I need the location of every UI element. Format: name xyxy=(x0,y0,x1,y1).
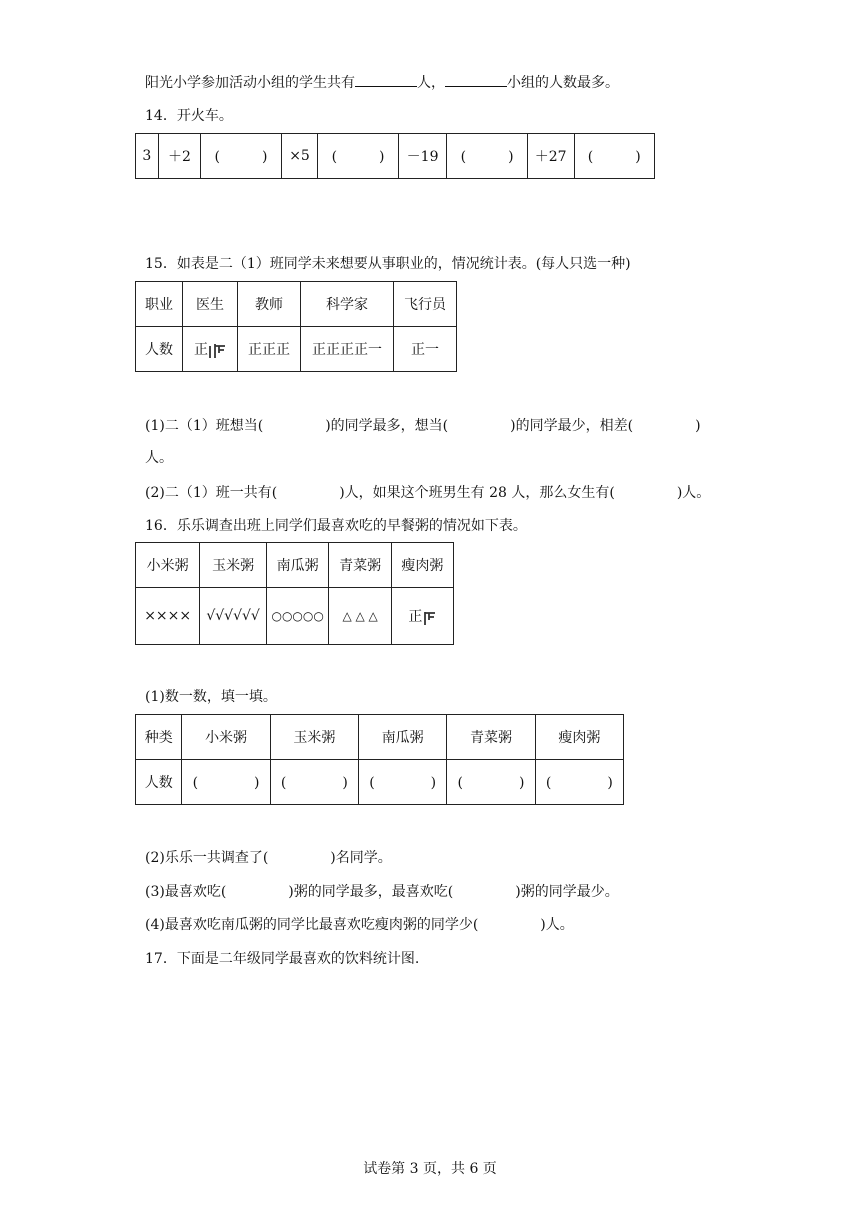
train-cell: 3 xyxy=(136,134,159,179)
train-blank[interactable]: ( ) xyxy=(201,134,281,179)
fill-blank[interactable]: ( ) xyxy=(535,760,623,805)
career-header: 飞行员 xyxy=(394,282,457,327)
porridge-header: 小米粥 xyxy=(136,543,200,588)
porridge-tally-table xyxy=(135,542,454,645)
porridge-header: 南瓜粥 xyxy=(266,543,329,588)
q15-sub2: (2)二（1）班一共有( )人，如果这个班男生有 28 人，那么女生有( )人。 xyxy=(145,485,711,501)
page-footer: 试卷第 3 页，共 6 页 xyxy=(363,1161,497,1177)
q15-sub1-cont: 人。 xyxy=(145,450,173,466)
q13-tail-line xyxy=(145,72,619,93)
train-cell: －19 xyxy=(398,134,447,179)
career-count-pilot: 正一 xyxy=(394,327,457,372)
q13-blank-2[interactable] xyxy=(445,72,507,87)
q15-sub1: (1)二（1）班想当( )的同学最多，想当( )的同学最少，相差( ) xyxy=(145,418,701,434)
fill-header: 南瓜粥 xyxy=(359,715,447,760)
fill-row-label: 人数 xyxy=(136,760,182,805)
q16-sub4: (4)最喜欢吃南瓜粥的同学比最喜欢吃瘦肉粥的同学少( )人。 xyxy=(145,917,574,933)
career-row-label: 人数 xyxy=(136,327,183,372)
porridge-fill-table xyxy=(135,714,624,805)
q15-title: 15．如表是二（1）班同学未来想要从事职业的，情况统计表。(每人只选一种) xyxy=(145,256,631,272)
train-cell: ＋2 xyxy=(158,134,201,179)
partial-tally-mark xyxy=(422,608,436,626)
career-header: 教师 xyxy=(238,282,301,327)
fill-header: 小米粥 xyxy=(182,715,270,760)
partial-tally-mark xyxy=(208,341,226,359)
porridge-header: 瘦肉粥 xyxy=(391,543,453,588)
career-count-scientist: 正正正正一 xyxy=(301,327,394,372)
fill-blank[interactable]: ( ) xyxy=(182,760,270,805)
career-header: 科学家 xyxy=(301,282,394,327)
q13-text-2: 人， xyxy=(417,75,445,91)
tally-pumpkin: ○○○○○ xyxy=(266,588,329,645)
train-blank[interactable]: ( ) xyxy=(447,134,527,179)
fill-blank[interactable]: ( ) xyxy=(359,760,447,805)
fill-header: 玉米粥 xyxy=(270,715,358,760)
career-header: 医生 xyxy=(183,282,238,327)
tally-corn: √√√√√√ xyxy=(200,588,267,645)
q16-sub2: (2)乐乐一共调查了( )名同学。 xyxy=(145,850,392,866)
fill-header: 瘦肉粥 xyxy=(535,715,623,760)
q16-title: 16．乐乐调查出班上同学们最喜欢吃的早餐粥的情况如下表。 xyxy=(145,518,527,534)
career-header: 职业 xyxy=(136,282,183,327)
career-count-doctor: 正 xyxy=(183,327,238,372)
porridge-header: 青菜粥 xyxy=(329,543,391,588)
fill-blank[interactable]: ( ) xyxy=(270,760,358,805)
train-cell: ＋27 xyxy=(527,134,574,179)
porridge-header: 玉米粥 xyxy=(200,543,267,588)
q13-text-3: 小组的人数最多。 xyxy=(507,75,619,91)
q17-title: 17．下面是二年级同学最喜欢的饮料统计图. xyxy=(145,951,420,967)
q13-blank-1[interactable] xyxy=(355,72,417,87)
train-table xyxy=(135,133,655,179)
q13-text-1: 阳光小学参加活动小组的学生共有 xyxy=(145,75,355,91)
career-count-teacher: 正正正 xyxy=(238,327,301,372)
tally-millet: ×××× xyxy=(136,588,200,645)
q16-sub3: (3)最喜欢吃( )粥的同学最多，最喜欢吃( )粥的同学最少。 xyxy=(145,884,619,900)
q16-sub1: (1)数一数，填一填。 xyxy=(145,689,277,705)
tally-greens: △ △ △ xyxy=(329,588,391,645)
train-blank[interactable]: ( ) xyxy=(318,134,398,179)
career-table xyxy=(135,281,457,372)
fill-header: 种类 xyxy=(136,715,182,760)
train-blank[interactable]: ( ) xyxy=(574,134,655,179)
fill-header: 青菜粥 xyxy=(447,715,535,760)
fill-blank[interactable]: ( ) xyxy=(447,760,535,805)
q14-title: 14．开火车。 xyxy=(145,108,233,124)
train-cell: ×5 xyxy=(281,134,318,179)
tally-lean-meat: 正 xyxy=(391,588,453,645)
